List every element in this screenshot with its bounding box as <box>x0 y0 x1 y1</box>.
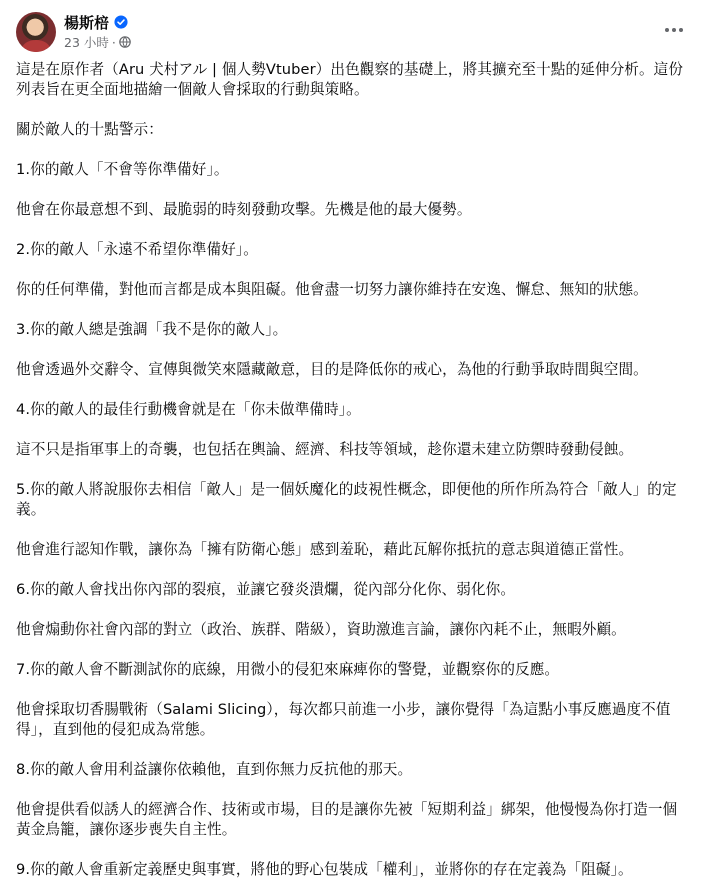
more-horizontal-icon <box>665 28 669 32</box>
post-meta <box>64 33 131 51</box>
post-paragraph: 5.你的敵人將說服你去相信「敵人」是一個妖魔化的歧視性概念，即便他的所作所為符合「敵人」的定義。 <box>16 481 677 518</box>
globe-icon <box>119 36 131 48</box>
post-paragraph: 他會提供看似誘人的經濟合作、技術或市場，目的是讓你先被「短期利益」綁架，他慢慢為你打造一個黃金鳥籠，讓你逐步喪失自主性。 <box>16 801 678 838</box>
post-header <box>16 12 690 54</box>
verified-badge-icon <box>114 15 128 29</box>
post-paragraph: 3.你的敵人總是強調「我不是你的敵人」。 <box>16 321 288 338</box>
post-paragraph: 他會煽動你社會內部的對立（政治、族群、階級），資助激進言論，讓你內耗不止，無暇外顧。 <box>16 621 626 638</box>
post-paragraph: 他會進行認知作戰，讓你為「擁有防衛心態」感到羞恥，藉此瓦解你抵抗的意志與道德正當性。 <box>16 541 634 558</box>
post-paragraph: 2.你的敵人「永遠不希望你準備好」。 <box>16 241 258 258</box>
author-name[interactable]: 楊斯棓 <box>64 13 110 32</box>
post-paragraph: 7.你的敵人會不斷測試你的底線，用微小的侵犯來麻痺你的警覺，並觀察你的反應。 <box>16 661 560 678</box>
post-paragraph: 這不只是指軍事上的奇襲，也包括在輿論、經濟、科技等領域，趁你還未建立防禦時發動侵蝕。 <box>16 441 634 458</box>
meta-separator: · <box>111 34 116 50</box>
post-paragraph: 9.你的敵人會重新定義歷史與事實，將他的野心包裝成「權利」，並將你的存在定義為「阻礙」。 <box>16 861 633 878</box>
post-paragraph: 8.你的敵人會用利益讓你依賴他，直到你無力反抗他的那天。 <box>16 761 413 778</box>
author-row <box>64 12 128 32</box>
more-options-button[interactable] <box>658 18 690 42</box>
post-paragraph: 你的任何準備，對他而言都是成本與阻礙。他會盡一切努力讓你維持在安逸、懈怠、無知的狀態。 <box>16 281 648 298</box>
post-paragraph: 他會在你最意想不到、最脆弱的時刻發動攻擊。先機是他的最大優勢。 <box>16 201 472 218</box>
post-time[interactable]: 23 小時 <box>64 35 109 50</box>
post-paragraph: 4.你的敵人的最佳行動機會就是在「你未做準備時」。 <box>16 401 361 418</box>
post-paragraph: 關於敵人的十點警示： <box>16 121 163 138</box>
post-paragraph: 他會採取切香腸戰術（Salami Slicing），每次都只前進一小步，讓你覺得「為這點小事反應過度不值得」，直到他的侵犯成為常態。 <box>16 701 671 738</box>
post-paragraph: 這是在原作者（Aru 犬村アル | 個人勢Vtuber）出色觀察的基礎上，將其擴充至十點的延伸分析。這份列表旨在更全面地描繪一個敵人會採取的行動與策略。 <box>16 61 684 98</box>
post-paragraph: 6.你的敵人會找出你內部的裂痕，並讓它發炎潰爛，從內部分化你、弱化你。 <box>16 581 516 598</box>
post-paragraph: 他會透過外交辭令、宣傳與微笑來隱藏敵意，目的是降低你的戒心，為他的行動爭取時間與空間。 <box>16 361 648 378</box>
post-text <box>16 60 688 880</box>
avatar[interactable] <box>16 12 56 52</box>
post-paragraph: 1.你的敵人「不會等你準備好」。 <box>16 161 229 178</box>
